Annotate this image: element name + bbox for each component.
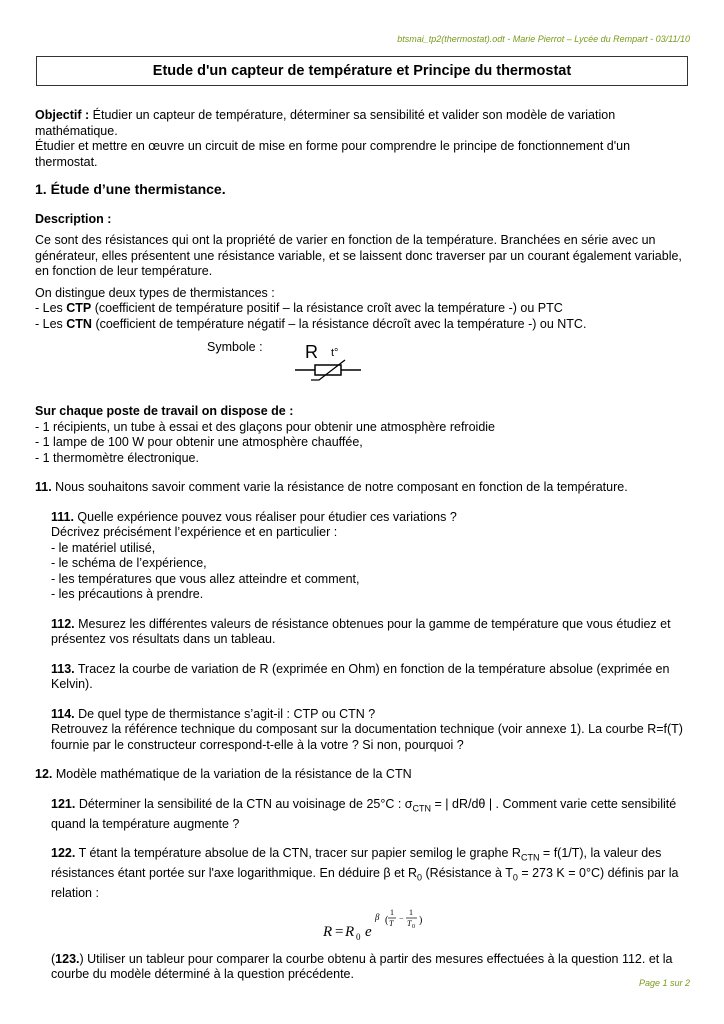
question-122-text-b: = f(1/T), la valeur des résistances étant portée sur l'axe logarithmique. En déduire β et R <box>51 846 662 880</box>
sigma-subscript: CTN <box>412 803 432 813</box>
question-111-text: Quelle expérience pouvez vous réaliser pour étudier ces variations ? <box>73 509 457 524</box>
poste-label: Sur chaque poste de travail on dispose de : <box>35 404 294 418</box>
ctp-line <box>35 301 690 317</box>
question-112 <box>35 617 690 648</box>
symbol-label: Symbole : <box>207 340 263 354</box>
description-text: Ce sont des résistances qui ont la propriété de varier en fonction de la température. Branchées en série avec un générateur, elles présentent une résistance variable, et se laissent donc traverser par un courant également variable, en fonction de leur température. <box>35 233 682 278</box>
symbol-t-label: t° <box>331 347 339 359</box>
formula-close-paren: ) <box>419 914 423 926</box>
question-122-text-d: = 273 K = 0°C) définis par la relation : <box>51 866 679 900</box>
question-114 <box>35 707 690 754</box>
formula-open-paren: ( <box>385 914 389 926</box>
question-111-detail-4: - les températures que vous allez atteindre et comment, <box>51 571 360 586</box>
question-123-text: ) Utiliser un tableur pour comparer la courbe obtenu à partir des mesures effectuées à la question 112. et la courbe du modèle déterminé à la question précédente. <box>51 951 673 981</box>
formula-r0-subscript: 0 <box>356 931 361 942</box>
objectif-line2: Étudier et mettre en œuvre un circuit de mise en forme pour comprendre le principe de fonctionnement d'un thermostat. <box>35 139 631 169</box>
question-111-detail-1: Décrivez précisément l’expérience et en particulier : <box>51 525 338 539</box>
question-11-text: Nous souhaitons savoir comment varie la résistance de notre composant en fonction de la température. <box>51 480 628 494</box>
ctp-prefix: - Les <box>35 301 67 315</box>
question-122 <box>35 846 690 944</box>
question-123 <box>35 952 690 983</box>
formula-numerator-2: 1 <box>409 907 413 917</box>
ctn-prefix: - Les <box>35 316 67 331</box>
question-123-open-paren: ( <box>51 951 56 966</box>
question-114-number: 114. <box>51 706 75 721</box>
formula-r0: R <box>345 923 355 940</box>
question-12 <box>35 767 690 783</box>
objectif-label: Objectif : <box>35 108 90 122</box>
resistance-formula <box>321 902 461 944</box>
description-label: Description : <box>35 211 112 226</box>
question-111-number: 111. <box>51 509 74 524</box>
formula-equals: = <box>335 923 344 940</box>
question-121-number: 121. <box>51 796 76 811</box>
formula-denominator-t0: T <box>407 918 412 928</box>
title-text: Etude d'un capteur de température et Principe du thermostat <box>152 63 572 79</box>
formula-exp-base: e <box>365 923 372 940</box>
question-121 <box>35 797 690 833</box>
ctp-definition: (coefficient de température positif – la résistance croît avec la température -) ou PTC <box>91 301 563 315</box>
page-header: btsmai_tp2(thermostat).odt - Marie Pierrot – Lycée du Rempart - 03/11/10 <box>397 34 690 44</box>
question-11 <box>35 480 690 496</box>
objectif-line1: Étudier un capteur de température, déterminer sa sensibilité et valider son modèle de variation mathématique. <box>35 108 616 138</box>
ctn-line <box>35 317 690 333</box>
poste-item-2: - 1 lampe de 100 W pour obtenir une atmosphère chauffée, <box>35 435 363 449</box>
question-111-detail-3: - le schéma de l’expérience, <box>51 556 207 570</box>
ctn-term: CTN <box>66 316 92 331</box>
question-122-number: 122. <box>51 846 76 860</box>
formula-beta: β <box>375 911 380 922</box>
types-intro: On distingue deux types de thermistances : <box>35 285 275 300</box>
symbol-diagonal <box>311 360 345 380</box>
symbol-row <box>35 336 690 394</box>
ctn-definition: (coefficient de température négatif – la résistance décroît avec la température -) ou NTC. <box>91 316 587 331</box>
document-body <box>35 108 690 983</box>
thermistor-symbol-icon <box>293 336 373 392</box>
t0-subscript: 0 <box>512 872 518 883</box>
question-122-text-a: T étant la température absolue de la CTN, tracer sur papier semilog le graphe R <box>75 846 521 860</box>
document-title <box>36 56 688 86</box>
question-122-text-c: (Résistance à T <box>422 866 513 880</box>
objectif-paragraph <box>35 108 690 170</box>
question-114-text-2: Retrouvez la référence technique du composant sur la documentation technique (voir annexe 1). La courbe R=f(T) fournie par le constructeur correspond-t-elle à la votre ? Si non, pourquoi ? <box>51 722 683 752</box>
page-footer: Page 1 sur 2 <box>638 978 690 988</box>
ctp-term: CTP <box>66 301 92 315</box>
question-112-text: Mesurez les différentes valeurs de résistance obtenues pour la gamme de température que vous étudiez et présentez vos résultats dans un tableau. <box>51 616 671 646</box>
r-ctn-subscript: CTN <box>520 852 540 863</box>
formula-r: R <box>323 923 333 940</box>
question-114-text: De quel type de thermistance s’agit-il : CTP ou CTN ? <box>74 706 376 721</box>
question-121-text-b: = | dR/dθ | . Comment varie cette sensibilité quand la température augmente ? <box>51 796 677 831</box>
question-123-number: 123. <box>55 951 80 966</box>
question-113 <box>35 662 690 693</box>
question-112-number: 112. <box>51 616 75 631</box>
question-113-number: 113. <box>51 661 75 676</box>
question-12-text: Modèle mathématique de la variation de la résistance de la CTN <box>52 767 412 781</box>
formula-numerator-1: 1 <box>390 907 394 917</box>
question-11-number: 11. <box>35 480 52 494</box>
question-111-detail-5: - les précautions à prendre. <box>51 587 204 601</box>
symbol-r-letter: R <box>305 342 318 362</box>
question-121-text-a: Déterminer la sensibilité de la CTN au voisinage de 25°C : σ <box>75 796 413 811</box>
formula-t0-subscript: 0 <box>412 923 415 930</box>
formula-minus: − <box>399 913 404 923</box>
question-12-number: 12. <box>35 767 53 781</box>
poste-item-1: - 1 récipients, un tube à essai et des glaçons pour obtenir une atmosphère refroidie <box>35 419 495 434</box>
section-1-heading: 1. Étude d’une thermistance. <box>35 181 226 197</box>
formula-denominator-t: T <box>389 918 394 928</box>
question-113-text: Tracez la courbe de variation de R (exprimée en Ohm) en fonction de la température absolue (exprimée en Kelvin). <box>51 661 670 691</box>
question-111-line <box>51 510 690 526</box>
poste-item-3: - 1 thermomètre électronique. <box>35 450 199 465</box>
question-111 <box>35 510 690 603</box>
question-111-detail-2: - le matériel utilisé, <box>51 540 156 555</box>
formula-block <box>51 902 690 944</box>
r0-subscript: 0 <box>417 872 423 883</box>
